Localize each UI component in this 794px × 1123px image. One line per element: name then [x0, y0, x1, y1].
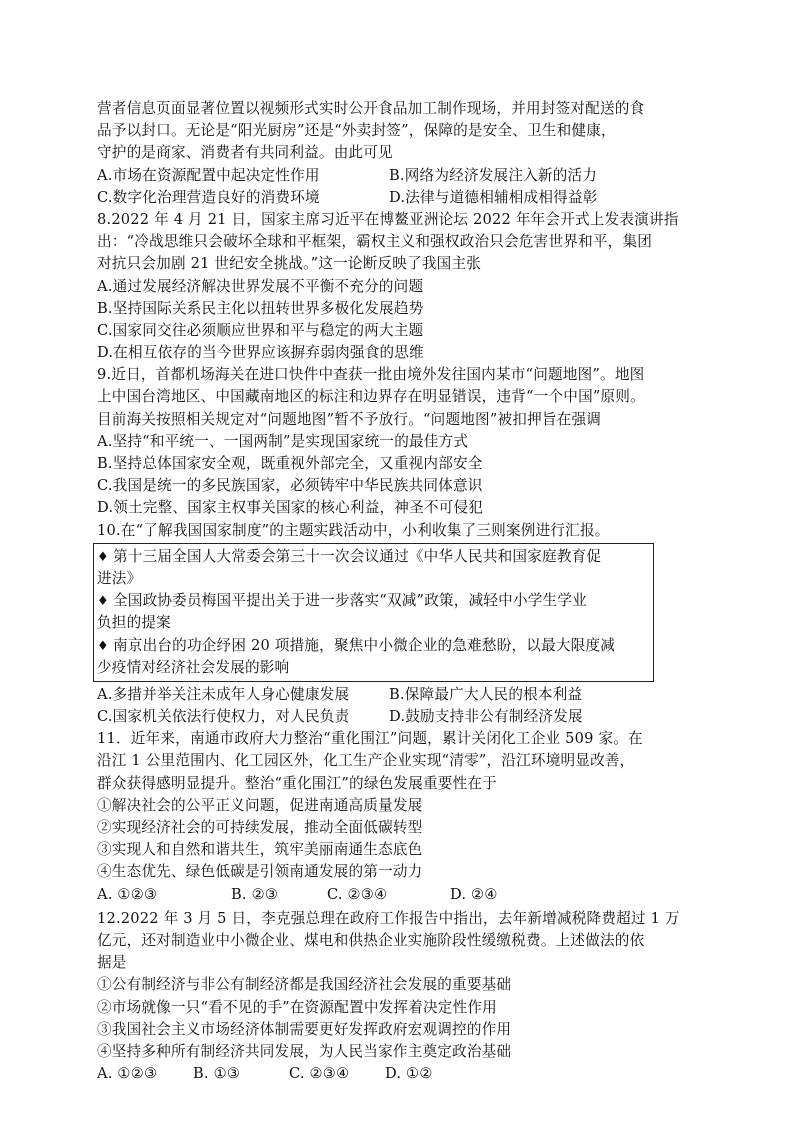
question-text: 营者信息页面显著位置以视频形式实时公开食品加工制作现场，并用封签对配送的食 [97, 100, 645, 117]
option-c[interactable]: C.数字化治理营造良好的消费环境 [97, 188, 320, 206]
option-c[interactable]: C. ②③④ [327, 885, 388, 903]
case-item-cont: 负担的提案 [97, 614, 171, 632]
option-a[interactable]: A.市场在资源配置中起决定性作用 [97, 166, 320, 184]
exam-content [97, 98, 692, 1085]
question-text: 8.2022 年 4 月 21 日，国家主席习近平在博鳌亚洲论坛 2022 年年会开式上发表演讲指 [97, 210, 679, 228]
option-d[interactable]: D.法律与道德相辅相成相得益彰 [389, 188, 598, 206]
case-box [93, 543, 654, 682]
option-d[interactable]: D. ①② [385, 1065, 433, 1083]
option-d[interactable]: D.鼓励支持非公有制经济发展 [389, 708, 583, 726]
statement-1: ①解决社会的公平正义问题，促进南通高质量发展 [97, 796, 423, 814]
option-a[interactable]: A.多措并举关注未成年人身心健康发展 [97, 685, 350, 703]
options-row [97, 165, 692, 187]
statement-4: ④生态优先、绿色低碳是引领南通发展的第一动力 [97, 863, 423, 881]
option-d[interactable]: D.领土完整、国家主权事关国家的核心利益，神圣不可侵犯 [97, 499, 484, 517]
option-a[interactable]: A. ①②③ [97, 885, 158, 903]
question-9 [97, 364, 692, 519]
option-d[interactable]: D. ②④ [450, 885, 498, 903]
statement-1: ①公有制经济与非公有制经济都是我国经济社会发展的重要基础 [97, 976, 512, 994]
options-row [97, 684, 692, 706]
question-11 [97, 728, 692, 906]
statement-3: ③实现人和自然和谐共生，筑牢美丽南通生态底色 [97, 841, 423, 859]
diamond-bullet-icon: ♦ [97, 549, 109, 565]
option-b[interactable]: B. ①③ [193, 1065, 241, 1083]
question-8 [97, 209, 692, 364]
question-text: 品予以封口。无论是“阳光厨房”还是“外卖封签”，保障的是安全、卫生和健康， [97, 122, 616, 140]
statement-2: ②市场就像一只“看不见的手”在资源配置中发挥着决定性作用 [97, 998, 497, 1016]
option-c[interactable]: C.我国是统一的多民族国家，必须铸牢中华民族共同体意识 [97, 477, 483, 495]
statement-2: ②实现经济社会的可持续发展，推动全面低碳转型 [97, 819, 423, 836]
option-d[interactable]: D.在相互依存的当今世界应该摒弃弱肉强食的思维 [97, 344, 424, 362]
question-text: 12.2022 年 3 月 5 日，李克强总理在政府工作报告中指出，去年新增减税降费超过 1 万 [97, 909, 680, 927]
option-c[interactable]: C.国家同交往必须顺应世界和平与稳定的两大主题 [97, 321, 424, 339]
options-row [97, 884, 692, 906]
statement-3: ③我国社会主义市场经济体制需要更好发挥政府宏观调控的作用 [97, 1020, 512, 1038]
question-text: 9.近日，首都机场海关在进口快件中查获一批由境外发往国内某市“问题地图”。地图 [97, 366, 645, 384]
question-12 [97, 908, 692, 1086]
question-text: 11．近年来，南通市政府大力整治“重化围江”问题，累计关闭化工企业 509 家。在 [97, 730, 643, 748]
options-row [97, 187, 692, 209]
option-b[interactable]: B. ②③ [231, 885, 279, 903]
option-c[interactable]: C.国家机关依法行使权力，对人民负责 [97, 708, 350, 726]
statement-4: ④坚持多种所有制经济共同发展，为人民当家作主奠定政治基础 [97, 1042, 512, 1060]
option-b[interactable]: B.保障最广大人民的根本利益 [389, 685, 583, 703]
option-c[interactable]: C. ②③④ [289, 1065, 350, 1083]
options-row [97, 1063, 692, 1085]
case-item-cont: 少疫情对经济社会发展的影响 [97, 658, 290, 676]
option-b[interactable]: B.坚持总体国家安全观，既重视外部完全，又重视内部安全 [97, 455, 483, 472]
question-text: 亿元，还对制造业中小微企业、煤电和供热企业实施阶段性缓缴税费。上述做法的依 [97, 931, 645, 949]
question-text: 对抗只会加剧 21 世纪安全挑战。”这一论断反映了我国主张 [97, 255, 482, 273]
case-item: ♦ 全国政协委员梅国平提出关于进一步落实“双减”政策，减轻中小学生学业 [97, 590, 651, 612]
question-text: 10.在“了解我国国家制度”的主题实践活动中，小利收集了三则案例进行汇报。 [97, 521, 610, 539]
diamond-bullet-icon: ♦ [97, 594, 109, 610]
option-a[interactable]: A. ①②③ [97, 1065, 158, 1083]
case-item-cont: 进法》 [97, 569, 142, 587]
question-text: 沿江 1 公里范围内、化工园区外，化工生产企业实现“清零”，沿江环境明显改善， [97, 752, 635, 770]
question-text: 群众获得感明显提升。整治“重化围江”的绿色发展重要性在于 [97, 774, 497, 792]
option-b[interactable]: B.坚持国际关系民主化以扭转世界多极化发展趋势 [97, 299, 424, 317]
option-a[interactable]: A.通过发展经济解决世界发展不平衡不充分的问题 [97, 277, 424, 295]
diamond-bullet-icon: ♦ [97, 638, 109, 654]
question-7-continued [97, 98, 692, 209]
option-a[interactable]: A.坚持“和平统一、一国两制”是实现国家统一的最佳方式 [97, 432, 469, 450]
case-item: ♦ 南京出台的功企纾困 20 项措施，聚焦中小微企业的急难愁盼，以最大限度减 [97, 635, 651, 657]
case-item: ♦ 第十三届全国人大常委会第三十一次会议通过《中华人民共和国家庭教育促 [97, 546, 651, 568]
question-10 [97, 520, 692, 729]
option-b[interactable]: B.网络为经济发展注入新的活力 [389, 166, 598, 184]
question-text: 目前海关按照相关规定对“问题地图”暂不予放行。“问题地图”被扣押旨在强调 [97, 410, 602, 428]
question-text: 守护的是商家、消费者有共同利益。由此可见 [97, 144, 393, 162]
question-text: 据是 [97, 954, 127, 972]
options-row [97, 706, 692, 728]
question-text: 上中国台湾地区、中国藏南地区的标注和边界存在明显错误，违背“一个中国”原则。 [97, 388, 645, 406]
question-text: 出：“冷战思维只会破坏全球和平框架，霸权主义和强权政治只会危害世界和平，集团 [97, 233, 653, 251]
